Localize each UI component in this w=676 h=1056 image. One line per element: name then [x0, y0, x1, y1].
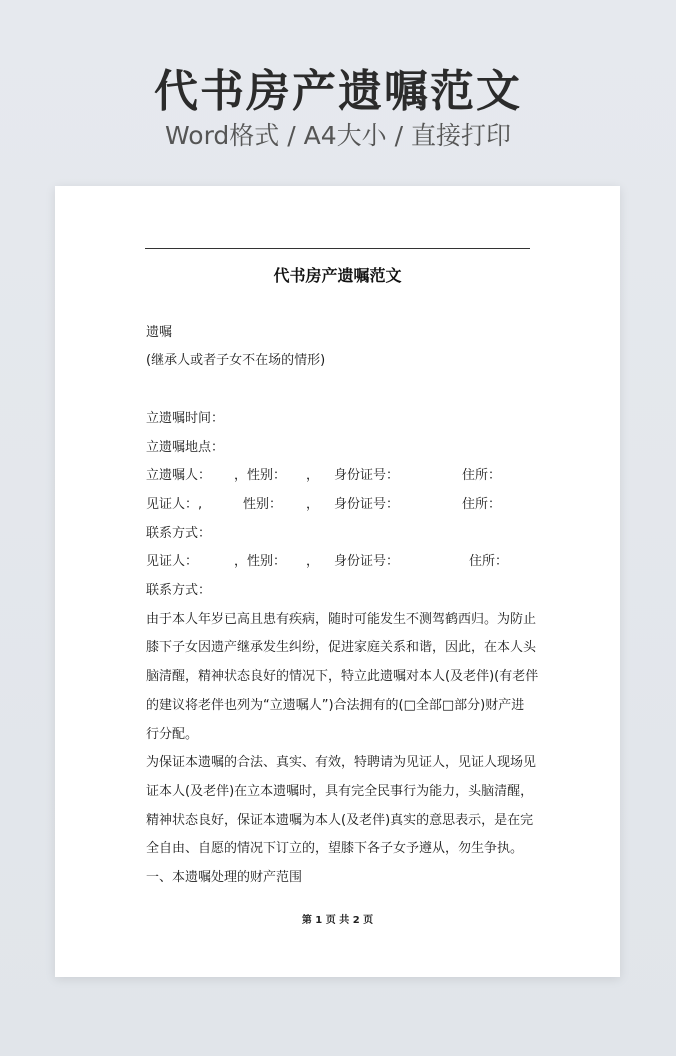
banner-subtitle: Word格式 / A4大小 / 直接打印	[165, 121, 511, 150]
header-rule	[145, 248, 530, 249]
contact1-label: 联系方式：	[146, 526, 212, 541]
paragraph2-line: 全自由、自愿的情况下订立的，望膝下各子女予遵从，勿生争执。	[146, 841, 524, 856]
paragraph1-line: 由于本人年岁已高且患有疾病，随时可能发生不测驾鹤西归。为防止	[146, 612, 537, 627]
document-title: 代书房产遗嘱范文	[273, 266, 402, 285]
paragraph1-line: 行分配。	[146, 727, 199, 742]
contact2-label: 联系方式：	[146, 583, 212, 598]
testator-comma: ，	[306, 468, 320, 483]
witness2-row	[146, 552, 546, 572]
paragraph2-line: 证本人(及老伴)在立本遗嘱时，具有完全民事行为能力，头脑清醒，	[146, 784, 534, 799]
testator-id-label: 身份证号：	[334, 468, 400, 483]
witness1-address-label: 住所：	[462, 497, 502, 512]
witness2-gender-label: ，性别：	[234, 554, 287, 569]
section1-heading: 一、本遗嘱处理的财产范围	[146, 870, 303, 885]
witness2-name-label: 见证人：	[146, 554, 199, 569]
witness1-id-label: 身份证号：	[334, 497, 400, 512]
will-subheading: (继承人或者子女不在场的情形)	[146, 353, 326, 368]
testator-gender-label: ，性别：	[234, 468, 287, 483]
paragraph1-line: 膝下子女因遗产继承发生纠纷，促进家庭关系和谐，因此，在本人头	[146, 640, 537, 655]
witness2-address-label: 住所：	[469, 554, 509, 569]
testator-row	[146, 466, 546, 486]
witness2-id-label: 身份证号：	[334, 554, 400, 569]
will-heading: 遗嘱	[146, 325, 173, 340]
witness1-row	[146, 495, 546, 515]
will-place-label: 立遗嘱地点：	[146, 440, 225, 455]
paragraph2-line: 精神状态良好，保证本遗嘱为本人(及老伴)真实的意思表示，是在完	[146, 813, 534, 828]
witness1-name-label: 见证人：,	[146, 497, 203, 512]
paragraph1-line: 脑清醒，精神状态良好的情况下，特立此遗嘱对本人(及老伴)(有老伴	[146, 669, 539, 684]
testator-name-label: 立遗嘱人：	[146, 468, 212, 483]
will-time-label: 立遗嘱时间：	[146, 411, 225, 426]
witness1-gender-label: 性别：	[243, 497, 283, 512]
document-page	[55, 186, 620, 977]
witness2-comma: ，	[306, 554, 320, 569]
paragraph2-line: 为保证本遗嘱的合法、真实、有效，特聘请为见证人，见证人现场见	[146, 755, 537, 770]
testator-address-label: 住所：	[462, 468, 502, 483]
page-footer: 第 1 页 共 2 页	[301, 915, 374, 926]
banner-title: 代书房产遗嘱范文	[154, 66, 522, 117]
paragraph1-line: 的建议将老伴也列为“立遗嘱人”)合法拥有的(□全部□部分)财产进	[146, 698, 525, 713]
witness1-comma: ，	[306, 497, 320, 512]
